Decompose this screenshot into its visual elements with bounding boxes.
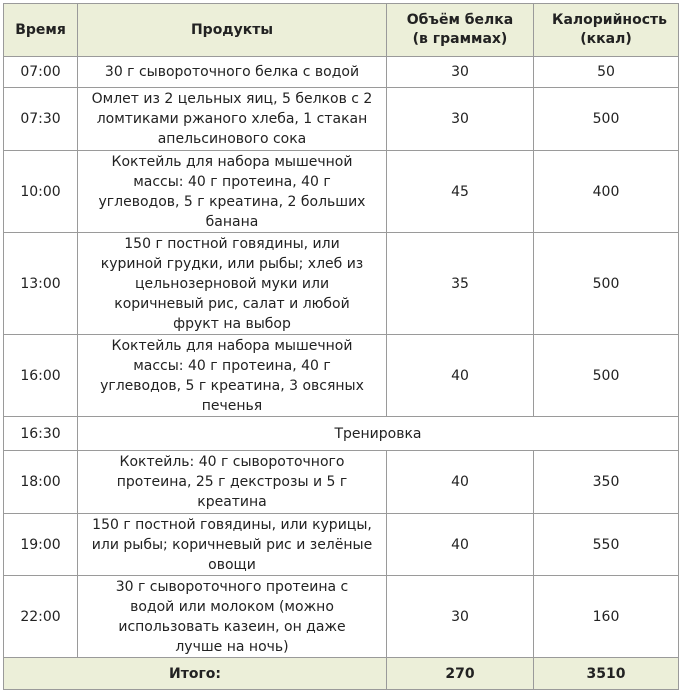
header-row <box>4 4 679 57</box>
header-protein-label: Объём белка (в граммах) <box>406 12 514 47</box>
protein-cell: 30 <box>387 57 534 88</box>
protein-cell: 40 <box>387 514 534 576</box>
protein-cell: 40 <box>387 451 534 514</box>
table-row <box>4 451 679 514</box>
products-cell: 30 г сывороточного протеина с водой или молоком (можно использовать казеин, он даже лучше на ночь) <box>78 576 387 658</box>
time-cell: 16:30 <box>4 417 78 451</box>
total-label: Итого: <box>4 658 387 690</box>
header-protein <box>387 4 534 57</box>
calories-cell: 350 <box>534 451 679 514</box>
table-row <box>4 514 679 576</box>
header-time: Время <box>4 4 78 57</box>
header-calories <box>534 4 679 57</box>
time-cell: 22:00 <box>4 576 78 658</box>
products-cell: 30 г сывороточного белка с водой <box>78 57 387 88</box>
calories-cell: 160 <box>534 576 679 658</box>
calories-cell: 550 <box>534 514 679 576</box>
products-cell: 150 г постной говядины, или куриной грудки, или рыбы; хлеб из цельнозерновой муки или коричневый рис, салат и любой фрукт на выбор <box>78 233 387 335</box>
table-row <box>4 88 679 151</box>
calories-cell: 400 <box>534 151 679 233</box>
calories-cell: 500 <box>534 88 679 151</box>
protein-cell: 40 <box>387 335 534 417</box>
table-row <box>4 151 679 233</box>
products-cell: Омлет из 2 цельных яиц, 5 белков с 2 ломтиками ржаного хлеба, 1 стакан апельсинового сока <box>78 88 387 151</box>
table-row <box>4 335 679 417</box>
protein-cell: 45 <box>387 151 534 233</box>
table-row <box>4 233 679 335</box>
time-cell: 18:00 <box>4 451 78 514</box>
meal-plan-table <box>3 3 679 690</box>
total-protein: 270 <box>387 658 534 690</box>
protein-cell: 30 <box>387 576 534 658</box>
products-cell: Коктейль для набора мышечной массы: 40 г протеина, 40 г углеводов, 5 г креатина, 3 овсяных печенья <box>78 335 387 417</box>
header-products: Продукты <box>78 4 387 57</box>
header-calories-label: Калорийность (ккал) <box>552 12 667 47</box>
time-cell: 19:00 <box>4 514 78 576</box>
protein-cell: 35 <box>387 233 534 335</box>
total-row <box>4 658 679 690</box>
time-cell: 10:00 <box>4 151 78 233</box>
time-cell: 13:00 <box>4 233 78 335</box>
products-cell: 150 г постной говядины, или курицы, или рыбы; коричневый рис и зелёные овощи <box>78 514 387 576</box>
products-cell: Коктейль: 40 г сывороточного протеина, 25 г декстрозы и 5 г креатина <box>78 451 387 514</box>
table-row <box>4 417 679 451</box>
total-calories: 3510 <box>534 658 679 690</box>
time-cell: 07:00 <box>4 57 78 88</box>
activity-cell: Тренировка <box>78 417 679 451</box>
table-row <box>4 57 679 88</box>
time-cell: 16:00 <box>4 335 78 417</box>
calories-cell: 500 <box>534 335 679 417</box>
calories-cell: 500 <box>534 233 679 335</box>
calories-cell: 50 <box>534 57 679 88</box>
time-cell: 07:30 <box>4 88 78 151</box>
protein-cell: 30 <box>387 88 534 151</box>
table-row <box>4 576 679 658</box>
products-cell: Коктейль для набора мышечной массы: 40 г протеина, 40 г углеводов, 5 г креатина, 2 больших банана <box>78 151 387 233</box>
